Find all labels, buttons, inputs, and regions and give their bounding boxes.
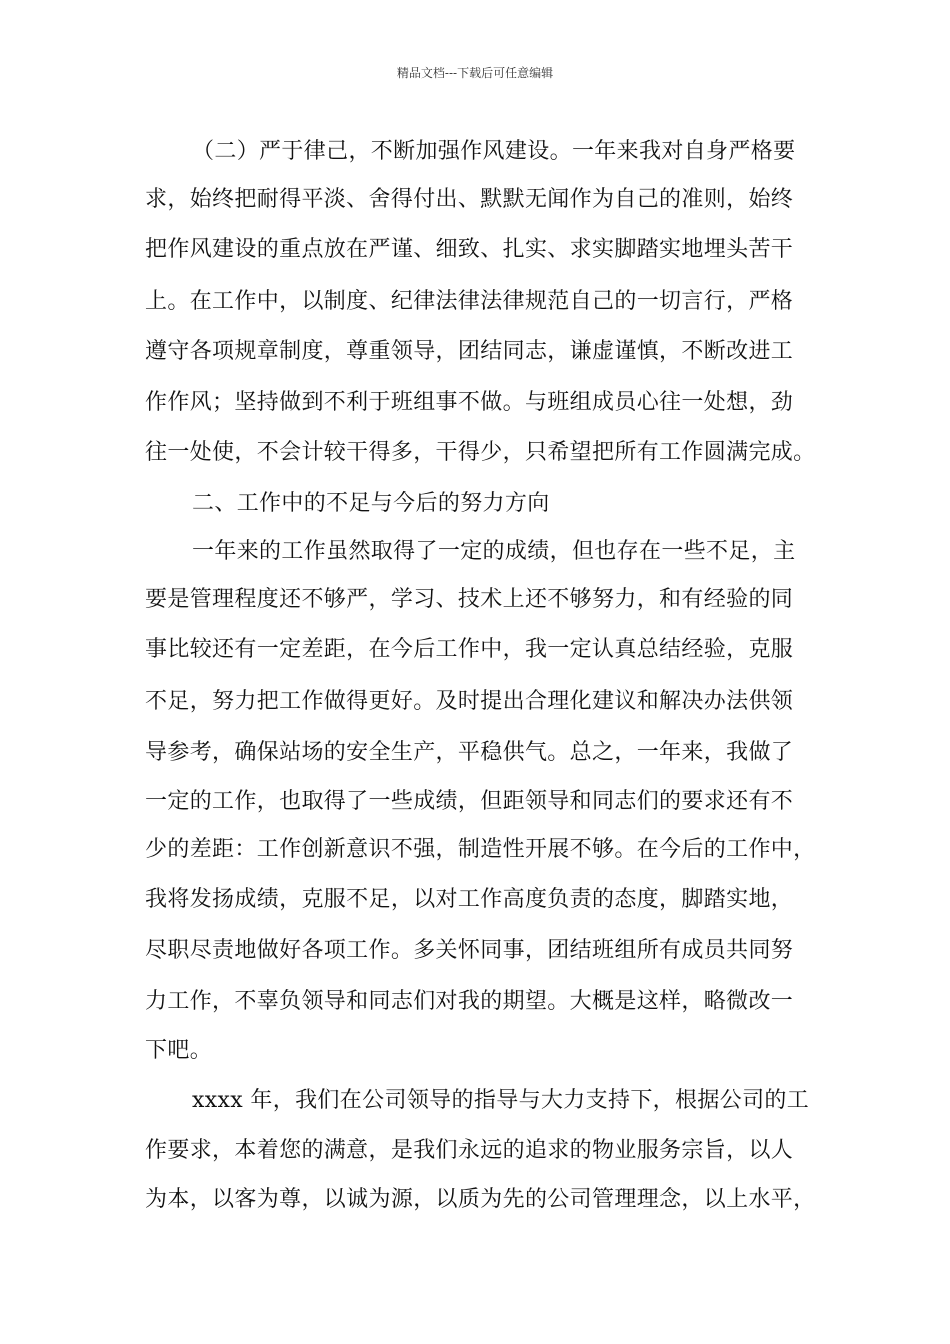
- paragraph-line: 尽职尽责地做好各项工作。多关怀同事，团结班组所有成员共同努: [145, 938, 794, 963]
- paragraph-line: 把作风建设的重点放在严谨、细致、扎实、求实脚踏实地埋头苦干: [145, 237, 794, 262]
- paragraph-line: 下吧。: [145, 1038, 213, 1063]
- paragraph-line: 为本，以客为尊，以诚为源，以质为先的公司管理理念，以上水平，: [145, 1187, 816, 1212]
- paragraph-line: 作要求，本着您的满意，是我们永远的追求的物业服务宗旨，以人: [145, 1138, 794, 1163]
- paragraph-line: 遵守各项规章制度，尊重领导，团结同志，谦虚谨慎，不断改进工: [145, 339, 794, 364]
- paragraph-line: 我将发扬成绩，克服不足，以对工作高度负责的态度，脚踏实地，: [145, 887, 794, 912]
- paragraph-line: 导参考，确保站场的安全生产，平稳供气。总之，一年来，我做了: [145, 740, 794, 765]
- paragraph-line: 少的差距：工作创新意识不强，制造性开展不够。在今后的工作中，: [145, 837, 816, 862]
- paragraph-line: 上。在工作中，以制度、纪律法律法律规范自己的一切言行，严格: [145, 289, 794, 314]
- paragraph-line: 一年来的工作虽然取得了一定的成绩，但也存在一些不足，主: [192, 539, 796, 564]
- paragraph-line: 不足，努力把工作做得更好。及时提出合理化建议和解决办法供领: [145, 689, 794, 714]
- paragraph-line: 事比较还有一定差距，在今后工作中，我一定认真总结经验，克服: [145, 637, 794, 662]
- paragraph-line: 往一处使，不会计较干得多，干得少，只希望把所有工作圆满完成。: [145, 440, 816, 465]
- section-heading: 二、工作中的不足与今后的努力方向: [192, 491, 550, 516]
- paragraph-line: 力工作，不辜负领导和同志们对我的期望。大概是这样，略微改一: [145, 989, 794, 1014]
- page-header: 精品文档---下载后可任意编辑: [396, 66, 554, 80]
- paragraph-line: （二）严于律己，不断加强作风建设。一年来我对自身严格要: [192, 139, 796, 164]
- paragraph-line: xxxx 年，我们在公司领导的指导与大力支持下，根据公司的工: [192, 1088, 810, 1113]
- paragraph-line: 作作风；坚持做到不利于班组事不做。与班组成员心往一处想，劲: [145, 390, 794, 415]
- paragraph-line: 求，始终把耐得平淡、舍得付出、默默无闻作为自己的准则，始终: [145, 187, 794, 212]
- paragraph-line: 要是管理程度还不够严，学习、技术上还不够努力，和有经验的同: [145, 587, 794, 612]
- paragraph-line: 一定的工作，也取得了一些成绩，但距领导和同志们的要求还有不: [145, 789, 794, 814]
